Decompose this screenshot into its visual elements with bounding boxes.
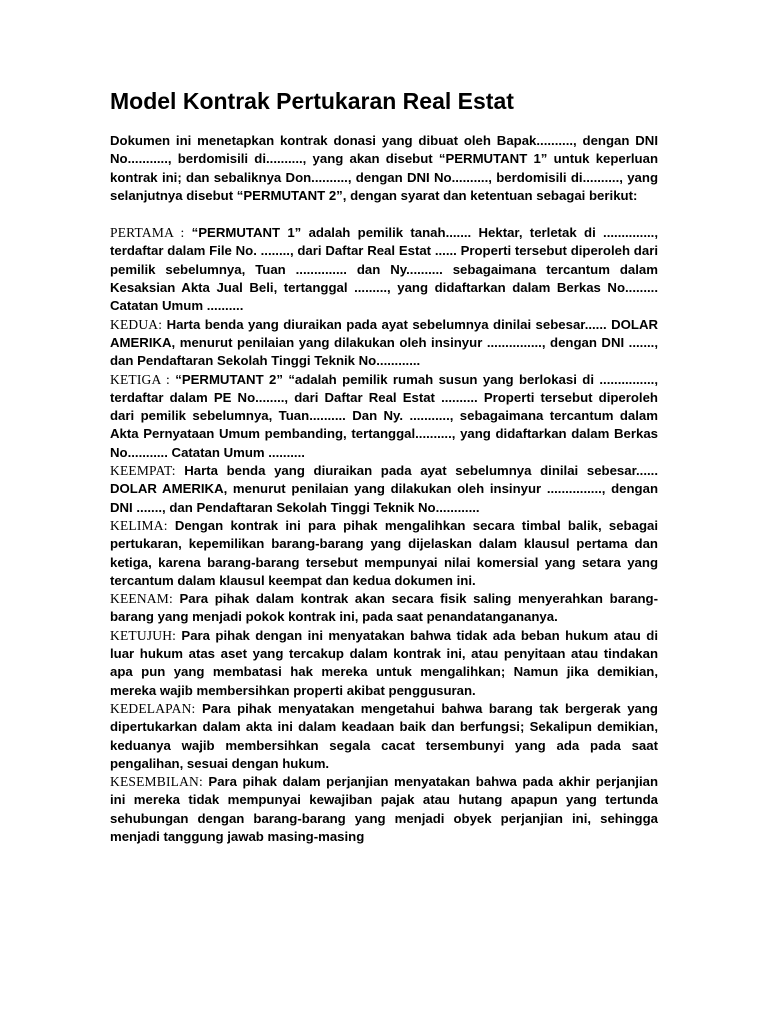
clause-kesembilan [110,773,658,846]
clause-label: KELIMA: [110,517,175,533]
clause-label: KEDUA: [110,316,167,332]
clause-pertama [110,224,658,315]
intro-paragraph: Dokumen ini menetapkan kontrak donasi yang dibuat oleh Bapak.........., dengan DNI No..........., berdomisili di.........., yang akan disebut “PERMUTANT 1” untuk keperluan kontrak ini; dan sebaliknya Don.........., dengan DNI No.........., berdomisili di.........., yang selanjutnya disebut “PERMUTANT 2”, dengan syarat dan ketentuan sebagai berikut: [110,133,658,203]
clause-text: Para pihak dengan ini menyatakan bahwa tidak ada beban hukum atau di luar hukum atas aset yang tercakup dalam kontrak ini, atau penyitaan atau tindakan apa pun yang membatasi hak mereka untuk mengalihkan; Namun jika demikian, mereka wajib membersihkan properti akibat penggusuran. [110,627,658,698]
document-page [110,86,658,846]
clause-text: “PERMUTANT 2” “adalah pemilik rumah susun yang berlokasi di ..............., terdaftar dalam PE No........, dari Daftar Real Estat .......... Properti tersebut diperoleh dari pemilik sebelumnya, Tuan.......... Dan Ny. ..........., sebagaimana tercantum dalam Akta Pernyataan Umum pembanding, tertanggal.........., yang didaftarkan dalam Berkas No........... Catatan Umum .......... [110,371,658,460]
document-title: Model Kontrak Pertukaran Real Estat [110,88,514,114]
clause-text: Para pihak dalam perjanjian menyatakan bahwa pada akhir perjanjian ini mereka tidak mempunyai kewajiban pajak atau hutang apapun yang tertunda sehubungan dengan barang-barang yang menjadi obyek perjanjian ini, sehingga menjadi tanggung jawab masing-masing [110,774,658,844]
clause-label: KETUJUH: [110,627,182,643]
clause-label: KEDELAPAN: [110,700,202,716]
clause-label: KESEMBILAN: [110,774,209,790]
clause-keenam [110,590,658,627]
clause-keempat [110,462,658,517]
clause-kedelapan [110,700,658,773]
clause-ketiga [110,371,658,462]
clause-label: KEENAM: [110,591,180,607]
clause-kelima [110,517,658,590]
clause-ketujuh [110,627,658,700]
clause-text: “PERMUTANT 1” adalah pemilik tanah....... Hektar, terletak di .............., terdaftar dalam File No. ........, dari Daftar Real Estat ...... Properti tersebut diperoleh dari pemilik sebelumnya, Tuan .............. dan Ny.......... sebagaimana tercantum dalam Kesaksian Akta Jual Beli, tertanggal ........., yang didaftarkan dalam Berkas No......... Catatan Umum .......... [110,225,658,314]
clause-text: Harta benda yang diuraikan pada ayat sebelumnya dinilai sebesar...... DOLAR AMERIKA, menurut penilaian yang dilakukan oleh insinyur ..............., dengan DNI ......., dan Pendaftaran Sekolah Tinggi Teknik No............ [110,316,658,369]
clause-text: Para pihak dalam kontrak akan secara fisik saling menyerahkan barang-barang yang menjadi pokok kontrak ini, pada saat penandatangananya. [110,591,658,625]
clause-label: PERTAMA : [110,225,192,241]
clause-kedua [110,316,658,371]
clause-label: KEEMPAT: [110,463,185,479]
clause-text: Dengan kontrak ini para pihak mengalihkan secara timbal balik, sebagai pertukaran, kepemilikan barang-barang yang dijelaskan dalam klausul pertama dan ketiga, karena barang-barang tersebut mempunyai nilai komersial yang setara yang tercantum dalam klausul keempat dan kedua dokumen ini. [110,517,659,588]
clause-text: Para pihak menyatakan mengetahui bahwa barang tak bergerak yang dipertukarkan dalam akta ini dalam keadaan baik dan berfungsi; Sekalipun demikian, keduanya wajib membersihkan segala cacat tersembunyi yang ada pada saat pengalihan, sesuai dengan hukum. [110,700,658,771]
clause-text: Harta benda yang diuraikan pada ayat sebelumnya dinilai sebesar...... DOLAR AMERIKA, menurut penilaian yang dilakukan oleh insinyur ..............., dengan DNI ......., dan Pendaftaran Sekolah Tinggi Teknik No............ [110,463,658,515]
clause-label: KETIGA : [110,371,176,387]
